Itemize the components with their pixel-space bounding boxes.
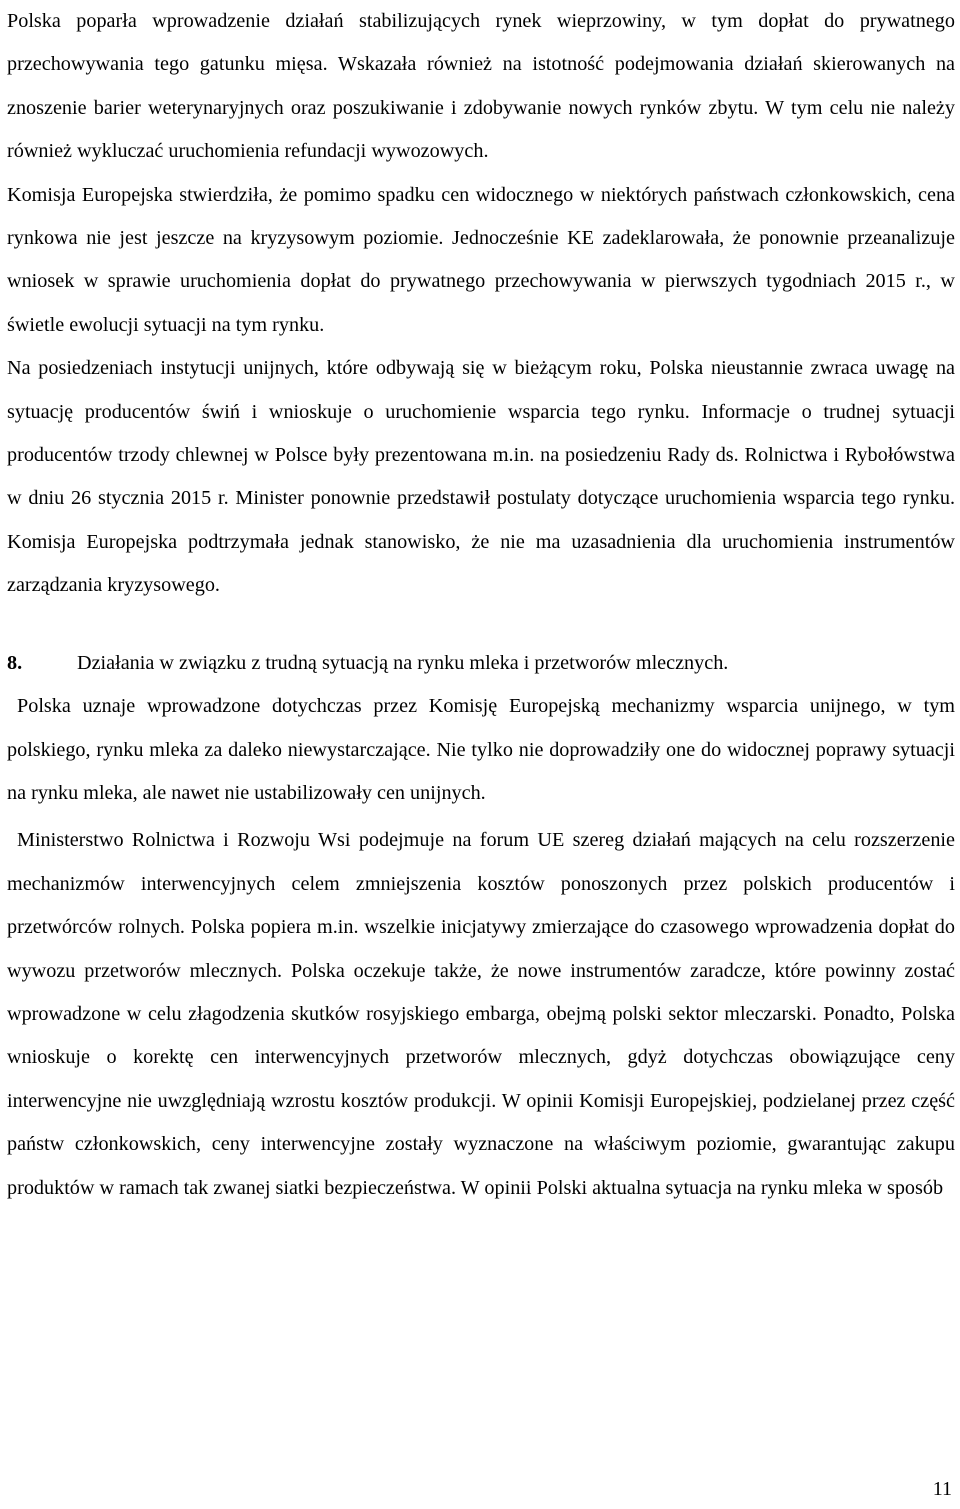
paragraph-commission-position: Komisja Europejska stwierdziła, że pomimo spadku cen widocznego w niektórych państwach członkowskich, cena rynkowa nie jest jeszcze na kryzysowym poziomie. Jednocześnie KE zadeklarowała, że ponownie przeanalizuje wniosek w sprawie uruchomienia dopłat do prywatnego przechowywania w pierwszych tygodniach 2015 r., w świetle ewolucji sytuacji na tym rynku. [7,183,955,336]
section-number: 8. [7,651,23,674]
paragraph-pork-support: Polska poparła wprowadzenie działań stabilizujących rynek wieprzowiny, w tym dopłat do prywatnego przechowywania tego gatunku mięsa. Wskazała również na istotność podejmowania działań skierowanych na znoszenie barier weterynaryjnych oraz poszukiwanie i zdobywanie nowych rynków zbytu. W tym celu nie należy również wykluczać uruchomienia refundacji wywozowych. [7,10,955,163]
paragraph-ministry-actions: Ministerstwo Rolnictwa i Rozwoju Wsi podejmuje na forum UE szereg działań mających na celu rozszerzenie mechanizmów interwencyjnych celem zmniejszenia kosztów ponoszonych przez polskich producentów i przetwórców rolnych. Polska popiera m.in. wszelkie inicjatywy zmierzające do czasowego wprowadzenia dopłat do wywozu przetworów mlecznych. Polska oczekuje także, że nowe instrumentów zaradcze, które powinny zostać wprowadzone w celu złagodzenia skutków rosyjskiego embarga, obejmą polski sektor mleczarski. Ponadto, Polska wnioskuje o korektę cen interwencyjnych przetworów mlecznych, gdyż dotychczas obowiązujące ceny interwencyjne nie uwzględniają wzrostu kosztów produkcji. W opinii Komisji Europejskiej, podzielanej przez część państw członkowskich, ceny interwencyjne zostały wyznaczone na właściwym poziomie, gwarantując zakupu produktów w ramach tak zwanej siatki bezpieczeństwa. W opinii Polski aktualna sytuacja na rynku mleka w sposób [7,829,955,1199]
paragraph-milk-mechanisms: Polska uznaje wprowadzone dotychczas przez Komisję Europejską mechanizmy wsparcia unijnego, w tym polskiego, rynku mleka za daleko niewystarczające. Nie tylko nie doprowadziły one do widocznej poprawy sytuacji na rynku mleka, ale nawet nie ustabilizowały cen unijnych. [7,695,955,804]
paragraph-eu-meetings: Na posiedzeniach instytucji unijnych, które odbywają się w bieżącym roku, Polska nieustannie zwraca uwagę na sytuację producentów świń i wnioskuje o uruchomienie wsparcia tego rynku. Informacje o trudnej sytuacji producentów trzody chlewnej w Polsce były prezentowana m.in. na posiedzeniu Rady ds. Rolnictwa i Rybołówstwa w dniu 26 stycznia 2015 r. Minister ponownie przedstawił postulaty dotyczące uruchomienia wsparcia tego rynku. Komisja Europejska podtrzymała jednak stanowisko, że nie ma uzasadnienia dla uruchomienia instrumentów zarządzania kryzysowego. [7,357,955,597]
page-number: 11 [932,1478,952,1500]
section-title: Działania w związku z trudną sytuacją na rynku mleka i przetworów mlecznych. [77,651,729,674]
document-page [7,0,955,1210]
section-heading [7,642,955,685]
